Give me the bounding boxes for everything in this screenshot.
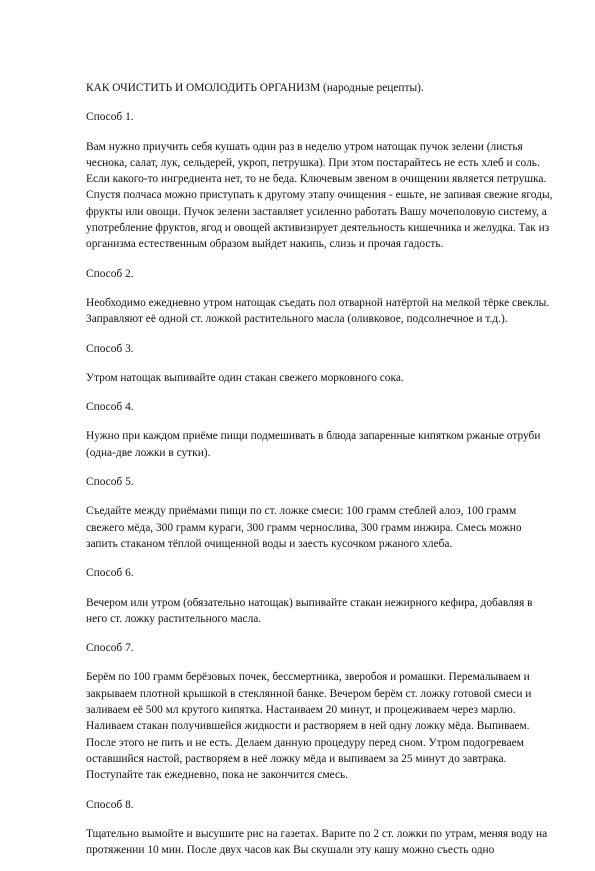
section-text-5: Съедайте между приёмами пищи по ст. ложке смеси: 100 грамм стеблей алоэ, 100 грамм свежего мёда, 300 грамм кураги, 300 грамм чернослива, 300 грамм инжира. Смесь можно запить стаканом тёплой очищенной воды и заесть кусочком ржаного хлеба. bbox=[86, 505, 522, 550]
section-text-8: Тщательно вымойте и высушите рис на газетах. Варите по 2 ст. ложки по утрам, меняя воду на протяжении 10 мин. После двух часов как Вы скушали эту кашу можно съесть одно bbox=[86, 827, 548, 857]
document-page bbox=[86, 80, 556, 871]
section-text-1: Вам нужно приучить себя кушать один раз в неделю утром натощак пучок зелени (листья чеснока, салат, лук, сельдерей, укроп, петрушка). При этом постарайтесь не есть хлеб и соль. Если какого-то ингредиента нет, то не беда. Ключевым звеном в очищении является петрушка. Спустя полчаса можно приступать к другому этапу очищения - ешьте, не запивая свежие ягоды, фрукты или овощи. Пучок зелени заставляет усиленно работать Вашу мочеполовую систему, а употребление фруктов, ягод и овощей активизирует деятельность кишечника и желудка. Так из организма естественным образом выйдет накипь, слизь и прочая гадость. bbox=[86, 140, 553, 251]
document-title: КАК ОЧИСТИТЬ И ОМОЛОДИТЬ ОРГАНИЗМ (народные рецепты). bbox=[86, 82, 424, 94]
section-heading-2: Способ 2. bbox=[86, 267, 134, 280]
section-heading-1: Способ 1. bbox=[86, 111, 134, 124]
section-text-6: Вечером или утром (обязательно натощак) выпивайте стакан нежирного кефира, добавляя в него ст. ложку растительного масла. bbox=[86, 596, 533, 625]
section-text-7: Берём по 100 грамм берёзовых почек, бессмертника, зверобоя и ромашки. Перемалываем и закрываем плотной крышкой в стеклянной банке. Вечером берём ст. ложку готовой смеси и заливаем её 500 мл крутого кипятка. Настаиваем 20 минут, и процеживаем через марлю. Наливаем стакан получившейся жидкости и растворяем в ней одну ложку мёда. Выпиваем. После этого не пить и не есть. Делаем данную процедуру перед сном. Утром подогреваем оставшийся настой, растворяем в неё ложку мёда и выпиваем за 25 минут до завтрака. Поступайте так ежедневно, пока не закончится смесь. bbox=[86, 671, 532, 782]
section-heading-7: Способ 7. bbox=[86, 642, 134, 655]
section-heading-8: Способ 8. bbox=[86, 798, 134, 811]
section-heading-3: Способ 3. bbox=[86, 342, 134, 355]
section-heading-6: Способ 6. bbox=[86, 567, 134, 580]
section-text-4: Нужно при каждом приёме пищи подмешивать в блюда запаренные кипятком ржаные отруби (одна-две ложки в сутки). bbox=[86, 430, 541, 459]
section-text-2: Необходимо ежедневно утром натощак съедать пол отварной натёртой на мелкой тёрке свеклы. Заправляют её одной ст. ложкой растительного масла (оливковое, подсолнечное и т.д.). bbox=[86, 296, 550, 326]
section-heading-4: Способ 4. bbox=[86, 401, 134, 414]
section-heading-5: Способ 5. bbox=[86, 476, 134, 489]
section-text-3: Утром натощак выпивайте один стакан свежего морковного сока. bbox=[86, 371, 404, 384]
